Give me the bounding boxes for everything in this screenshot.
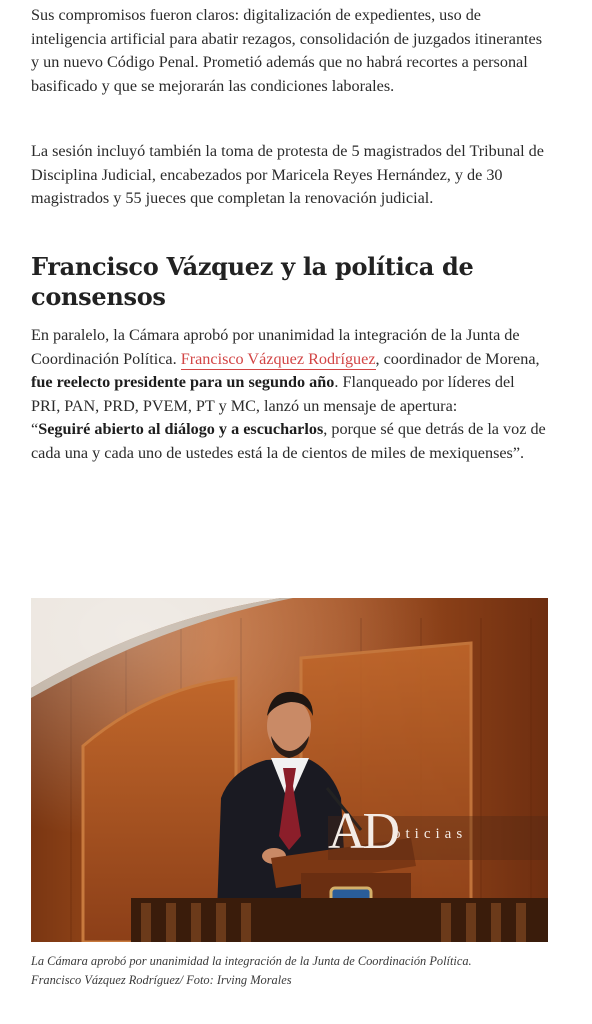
text-fragment: En paralelo, la Cámara aprobó por unanimidad la integración de la Junta de Coordinación Política.	[31, 326, 520, 368]
text-fragment: , coordinador de Morena,	[375, 349, 540, 368]
bold-quote: Seguiré abierto al diálogo y a escucharlos	[38, 420, 324, 438]
caption-line: La Cámara aprobó por unanimidad la integración de la Junta de Coordinación Política.	[31, 954, 472, 968]
watermark-logo: AD	[328, 803, 398, 860]
watermark-text: oticias	[393, 826, 468, 842]
caption-line: Francisco Vázquez Rodríguez/ Foto: Irving Morales	[31, 973, 292, 987]
text-fragment: , porque sé que detrás de la voz de cada una y cada uno de ustedes está la de cientos de miles de mexiquenses”.	[31, 420, 546, 462]
text-fragment: . Flanqueado por líderes del PRI, PAN, PRD, PVEM, PT y MC, lanzó un mensaje de apertura:	[31, 373, 515, 415]
paragraph-jucopo	[31, 324, 546, 465]
bold-reelected: fue reelecto presidente para un segundo año	[31, 373, 335, 391]
paragraph-session: La sesión incluyó también la toma de protesta de 5 magistrados del Tribunal de Disciplina Judicial, encabezados por Maricela Reyes Hernández, y de 30 magistrados y 55 jueces que completan la renovación judicial.	[31, 142, 544, 207]
section-heading: Francisco Vázquez y la política de consensos	[31, 252, 474, 311]
francisco-vazquez-link[interactable]: Francisco Vázquez Rodríguez	[180, 349, 376, 368]
quote-open: “	[31, 420, 39, 438]
speaker-photo-illustration	[31, 598, 548, 942]
paragraph-commitments: Sus compromisos fueron claros: digitalización de expedientes, uso de inteligencia artificial para abatir rezagos, consolidación de juzgados itinerantes y un nuevo Código Penal. Prometió además que no habrá recortes a personal basificado y que se mejorarán las condiciones laborales.	[31, 6, 543, 95]
photo-caption	[31, 952, 571, 990]
article-photo	[31, 598, 548, 942]
